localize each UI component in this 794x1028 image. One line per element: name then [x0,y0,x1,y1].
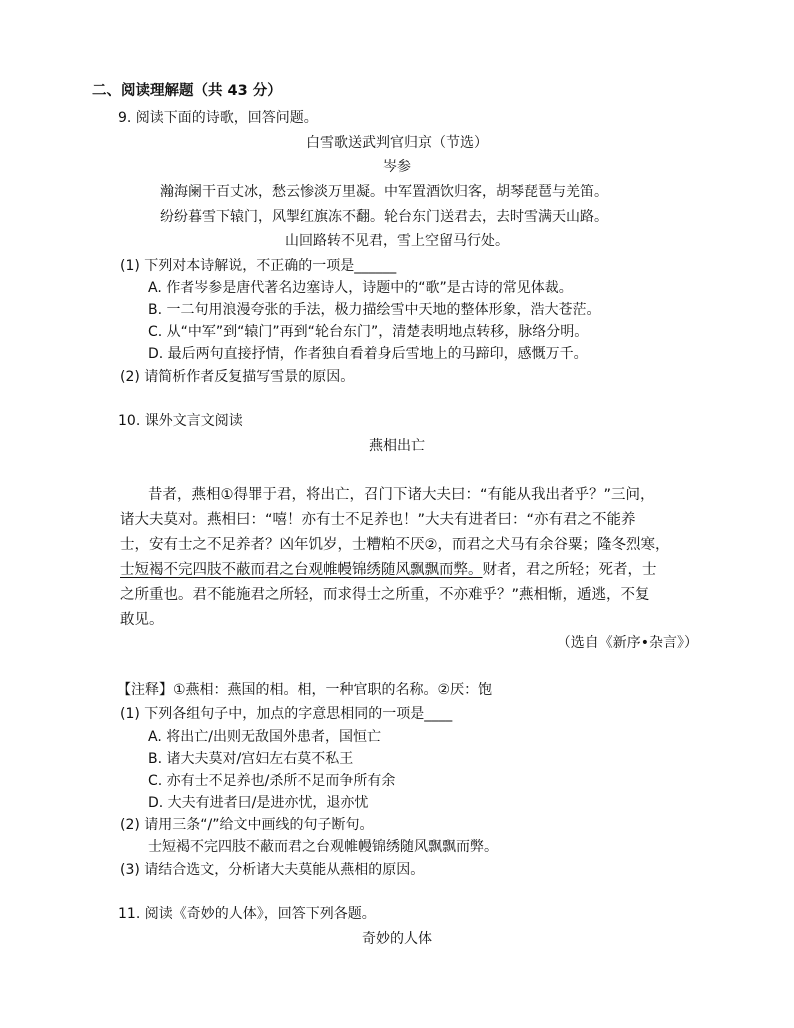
option-a: A. 作者岑参是唐代著名边塞诗人，诗题中的“歌”是古诗的常见体裁。 [148,280,573,296]
q9-sub1: (1) 下列对本诗解说，不正确的一项是______ [120,258,397,274]
q10-sub2-sentence: 士短褐不完四肢不蔽而君之台观帷幔锦绣随风飘飘而弊。 [148,839,498,855]
poem-line: 纷纷暮雪下辕门，风掣红旗冻不翻。轮台东门送君去，去时雪满天山路。 [160,209,608,225]
passage-line: 诸大夫莫对。燕相曰：“嘻！亦有士不足养也！”大夫有进者曰：“亦有君之不能养 [120,512,636,528]
q11-title: 奇妙的人体 [362,931,432,947]
poem-line: 瀚海阑干百丈冰，愁云惨淡万里凝。中军置酒饮归客，胡琴琵琶与羌笛。 [160,184,608,200]
passage-source: （选自《新序•杂言》） [556,635,698,651]
passage-line-underlined [120,561,657,579]
poem-line: 山回路转不见君，雪上空留马行处。 [285,233,509,249]
q10-sub3: (3) 请结合选文，分析诸大夫莫能从燕相的原因。 [120,862,425,878]
option-b: B. 诸大夫莫对/宫妇左右莫不私王 [148,751,354,767]
passage-line: 士，安有士之不足养者？凶年饥岁，士糟粕不厌②，而君之犬马有余谷粟；隆冬烈寒， [120,537,670,553]
q9-sub2: (2) 请简析作者反复描写雪景的原因。 [120,369,355,385]
q10-sub1: (1) 下列各组句子中，加点的字意思相同的一项是____ [120,706,453,722]
underlined-sentence: 士短褐不完四肢不蔽而君之台观帷幔锦绣随风飘飘而弊。 [120,562,483,578]
passage-text: 财者，君之所轻；死者，士 [482,562,657,578]
option-c: C. 从“中军”到“辕门”再到“轮台东门”，清楚表明地点转移，脉络分明。 [148,324,589,340]
q10-stem: 10. 课外文言文阅读 [118,413,243,429]
passage-note: 【注释】①燕相：燕国的相。相，一种官职的名称。②厌：饱 [117,682,493,698]
passage-line: 之所重也。君不能施君之所轻，而求得士之所重，不亦难乎？”燕相惭，遁逃，不复 [120,587,650,603]
option-b: B. 一二句用浪漫夸张的手法，极力描绘雪中天地的整体形象，浩大苍茫。 [148,302,601,318]
q9-stem: 9. 阅读下面的诗歌，回答问题。 [118,110,318,126]
q11-stem: 11. 阅读《奇妙的人体》，回答下列各题。 [118,906,376,922]
q10-sub2: (2) 请用三条“/”给文中画线的句子断句。 [120,817,374,833]
section-header: 二、阅读理解题（共 43 分） [92,83,282,99]
option-d: D. 大夫有进者曰/是进亦忧，退亦忧 [148,795,369,811]
option-a: A. 将出亡/出则无敌国外患者，国恒亡 [148,729,381,745]
option-d: D. 最后两句直接抒情，作者独自看着身后雪地上的马蹄印，感慨万千。 [148,346,588,362]
passage-line: 昔者，燕相①得罪于君，将出亡，召门下诸大夫曰：“有能从我出者乎？”三问， [148,487,655,503]
passage-line: 敢见。 [120,612,164,628]
passage-title: 燕相出亡 [369,438,425,454]
option-c: C. 亦有士不足养也/杀所不足而争所有余 [148,773,396,789]
poem-title: 白雪歌送武判官归京（节选） [306,135,488,151]
poem-author: 岑参 [383,159,411,175]
